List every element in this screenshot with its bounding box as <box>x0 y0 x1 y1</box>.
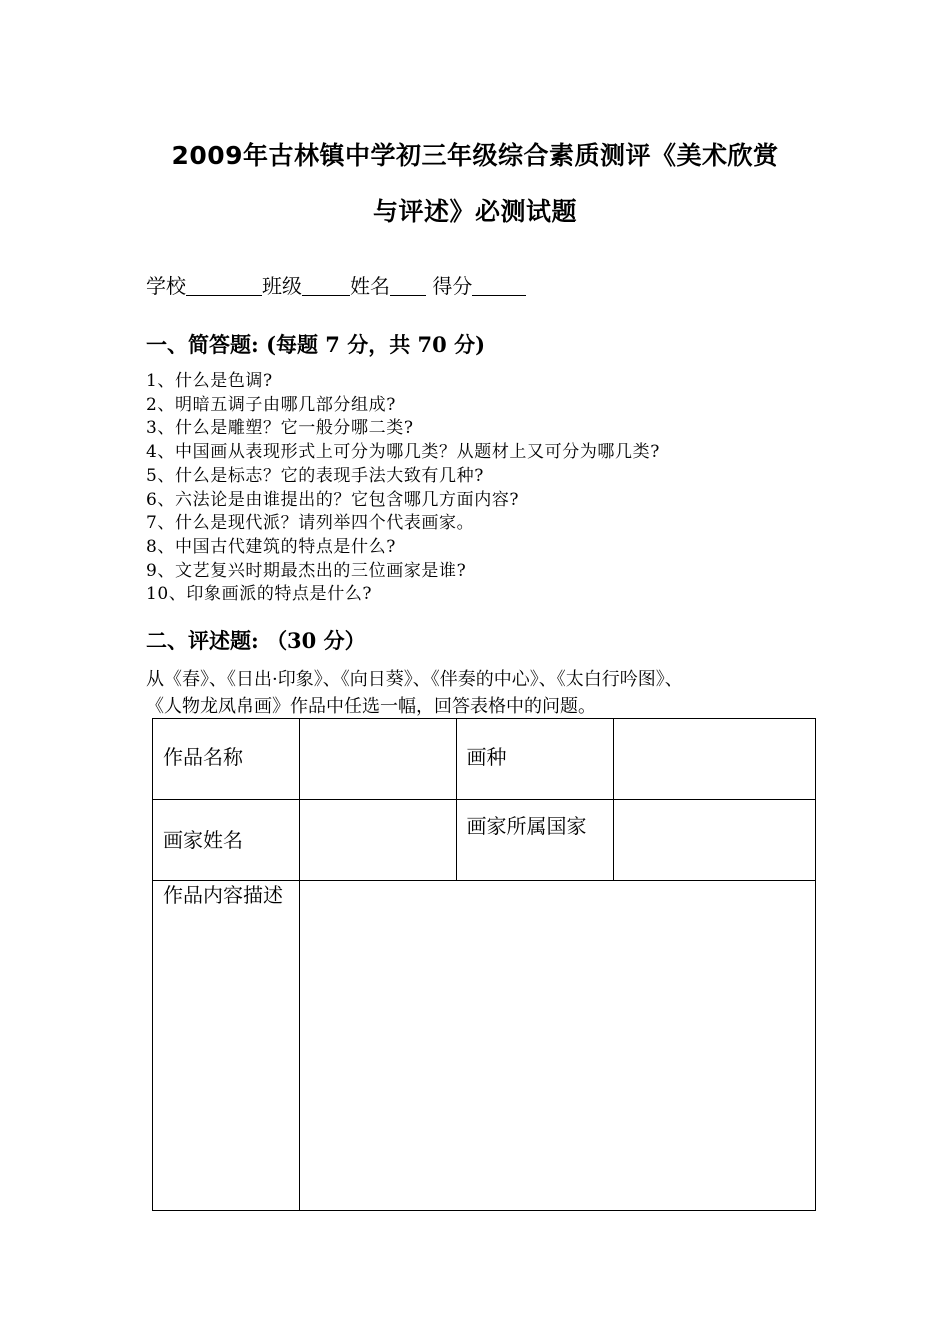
name-blank[interactable] <box>390 273 426 296</box>
question-item: 4、中国画从表现形式上可分为哪几类？从题材上又可分为哪几类? <box>146 442 660 463</box>
score-blank[interactable] <box>472 273 526 296</box>
name-label: 姓名 <box>350 274 390 298</box>
intro-line-2: 《人物龙凤帛画》作品中任选一幅，回答表格中的问题。 <box>146 696 596 717</box>
school-blank[interactable] <box>186 273 262 296</box>
student-info-row <box>146 271 526 301</box>
question-item: 9、文艺复兴时期最杰出的三位画家是谁? <box>146 560 467 581</box>
painter-country-label: 画家所属国家 <box>456 800 614 881</box>
class-blank[interactable] <box>302 273 350 296</box>
score-label: 得分 <box>432 274 473 298</box>
title-line-2: 与评述》必测试题 <box>372 197 577 226</box>
question-item: 1、什么是色调? <box>146 371 273 391</box>
painting-type-label: 画种 <box>456 719 614 800</box>
question-item: 10、印象画派的特点是什么? <box>146 584 373 605</box>
painter-country-cell[interactable] <box>614 800 816 881</box>
content-description-cell[interactable] <box>299 881 815 1211</box>
question-list <box>146 370 660 607</box>
work-name-label: 作品名称 <box>153 719 300 800</box>
section-1-heading: 一、简答题: (每题 7 分，共 70 分) <box>146 332 486 357</box>
question-item: 8、中国古代建筑的特点是什么? <box>146 536 396 557</box>
answer-table <box>152 718 816 1211</box>
content-description-label: 作品内容描述 <box>153 881 300 1211</box>
class-label: 班级 <box>262 274 302 298</box>
title-line-1: 2009年古林镇中学初三年级综合素质测评《美术欣赏 <box>171 141 779 170</box>
painting-type-cell[interactable] <box>614 719 816 800</box>
painter-name-cell[interactable] <box>299 800 456 881</box>
section-2-heading: 二、评述题: （30 分） <box>146 628 366 653</box>
question-item: 5、什么是标志？它的表现手法大致有几种? <box>146 465 484 486</box>
work-name-cell[interactable] <box>299 719 456 800</box>
question-item: 2、明暗五调子由哪几部分组成? <box>146 394 396 415</box>
question-item: 6、六法论是由谁提出的？它包含哪几方面内容? <box>146 489 520 510</box>
intro-line-1: 从《春》、《日出·印象》、《向日葵》、《伴奏的中心》、《太白行吟图》、 <box>146 669 683 690</box>
question-item: 3、什么是雕塑？它一般分哪二类? <box>146 418 414 439</box>
section-2-intro <box>146 666 826 720</box>
document-title <box>120 128 830 240</box>
question-item: 7、什么是现代派？请列举四个代表画家。 <box>146 513 475 534</box>
school-label: 学校 <box>146 274 186 298</box>
painter-name-label: 画家姓名 <box>153 800 300 881</box>
